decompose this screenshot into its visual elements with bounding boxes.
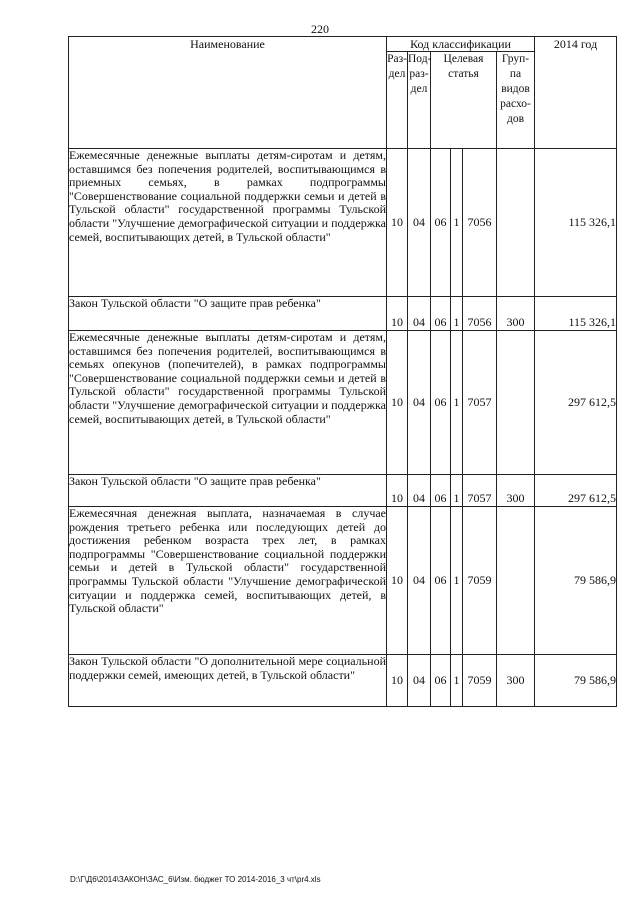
row-name: Ежемесячные денежные выплаты детям-сиротам и детям, оставшимся без попечения родителей, воспитывающимся в приемных семьях, в рамках подпрограммы "Совершенствование социальной поддержки семьи и детей в Тульской области" государственной программы Тульской области "Улучшение демографической ситуации и поддержка семей, воспитывающих детей, в Тульской области" [69, 149, 387, 297]
column-header-section [387, 52, 408, 149]
row-amount: 115 326,1 [535, 297, 617, 331]
table-row [69, 655, 617, 707]
table-row [69, 507, 617, 655]
row-name: Ежемесячные денежные выплаты детям-сиротам и детям, оставшимся без попечения родителей, воспитывающимся в семьях опекунов (попечителей), в рамках подпрограммы "Совершенствование социальной поддержки семьи и детей в Тульской области" государственной программы Тульской области "Улучшение демографической ситуации и поддержка семей, воспитывающих детей, в Тульской области" [69, 331, 387, 475]
row-section: 10 [387, 655, 408, 707]
row-expense-group: 300 [497, 297, 535, 331]
row-section: 10 [387, 297, 408, 331]
column-header-target-line1: Целевая [443, 53, 484, 65]
row-expense-group [497, 507, 535, 655]
row-target-program: 06 [431, 655, 451, 707]
row-target-subprogram: 1 [451, 655, 463, 707]
column-header-subsection-line3: дел [410, 83, 428, 95]
column-header-subsection-line1: Под- [408, 53, 432, 65]
column-header-subsection [408, 52, 431, 149]
row-target-subprogram: 1 [451, 507, 463, 655]
row-amount: 79 586,9 [535, 655, 617, 707]
row-expense-group [497, 149, 535, 297]
row-name: Закон Тульской области "О защите прав ребенка" [69, 475, 387, 507]
row-amount: 297 612,5 [535, 475, 617, 507]
column-header-target [431, 52, 497, 149]
row-name: Ежемесячная денежная выплата, назначаемая в случае рождения третьего ребенка или последующих детей до достижения ребенком возраста трех лет, в рамках подпрограммы "Совершенствование социальной поддержки семьи и детей в Тульской области" государственной программы Тульской области "Улучшение демографической ситуации и поддержка семей, воспитывающих детей, в Тульской области" [69, 507, 387, 655]
row-target-item: 7056 [463, 297, 497, 331]
row-amount: 79 586,9 [535, 507, 617, 655]
table-row [69, 297, 617, 331]
row-target-program: 06 [431, 475, 451, 507]
table-row [69, 149, 617, 297]
table-row [69, 475, 617, 507]
row-target-item: 7059 [463, 655, 497, 707]
row-target-program: 06 [431, 507, 451, 655]
column-header-subsection-line2: раз- [409, 68, 429, 80]
row-amount: 115 326,1 [535, 149, 617, 297]
row-subsection: 04 [408, 507, 431, 655]
row-amount: 297 612,5 [535, 331, 617, 475]
column-header-classification: Код классификации [387, 37, 535, 52]
budget-table [68, 36, 617, 707]
column-header-group-line5: дов [506, 113, 525, 125]
row-target-program: 06 [431, 149, 451, 297]
row-section: 10 [387, 331, 408, 475]
column-header-section-line1: Раз- [387, 53, 407, 65]
row-target-item: 7056 [463, 149, 497, 297]
column-header-group-line1: Груп- [501, 53, 530, 65]
page-number: 220 [311, 22, 329, 36]
row-target-subprogram: 1 [451, 475, 463, 507]
column-header-group-line2: па [509, 68, 522, 80]
row-subsection: 04 [408, 297, 431, 331]
row-section: 10 [387, 475, 408, 507]
footer-file-path: D:\Г\Д6\2014\ЗАКОН\ЗАС_6\Изм. бюджет ТО 2014-2016_3 чт\pr4.xls [70, 875, 321, 884]
row-target-item: 7057 [463, 331, 497, 475]
row-subsection: 04 [408, 149, 431, 297]
row-subsection: 04 [408, 475, 431, 507]
column-header-group [497, 52, 535, 149]
column-header-group-line4: расхо- [500, 98, 531, 110]
column-header-year: 2014 год [535, 37, 617, 149]
column-header-group-line3: видов [501, 83, 530, 95]
row-name: Закон Тульской области "О дополнительной мере социальной поддержки семей, имеющих детей, в Тульской области" [69, 655, 387, 707]
row-target-item: 7059 [463, 507, 497, 655]
column-header-name: Наименование [69, 37, 387, 149]
row-target-program: 06 [431, 297, 451, 331]
row-subsection: 04 [408, 655, 431, 707]
column-header-section-line2: дел [388, 68, 406, 80]
row-expense-group [497, 331, 535, 475]
row-target-subprogram: 1 [451, 297, 463, 331]
row-target-subprogram: 1 [451, 149, 463, 297]
column-header-target-line2: статья [448, 68, 479, 80]
row-target-program: 06 [431, 331, 451, 475]
table-row [69, 331, 617, 475]
row-name: Закон Тульской области "О защите прав ребенка" [69, 297, 387, 331]
row-section: 10 [387, 149, 408, 297]
row-expense-group: 300 [497, 655, 535, 707]
row-target-item: 7057 [463, 475, 497, 507]
row-target-subprogram: 1 [451, 331, 463, 475]
row-section: 10 [387, 507, 408, 655]
row-expense-group: 300 [497, 475, 535, 507]
row-subsection: 04 [408, 331, 431, 475]
